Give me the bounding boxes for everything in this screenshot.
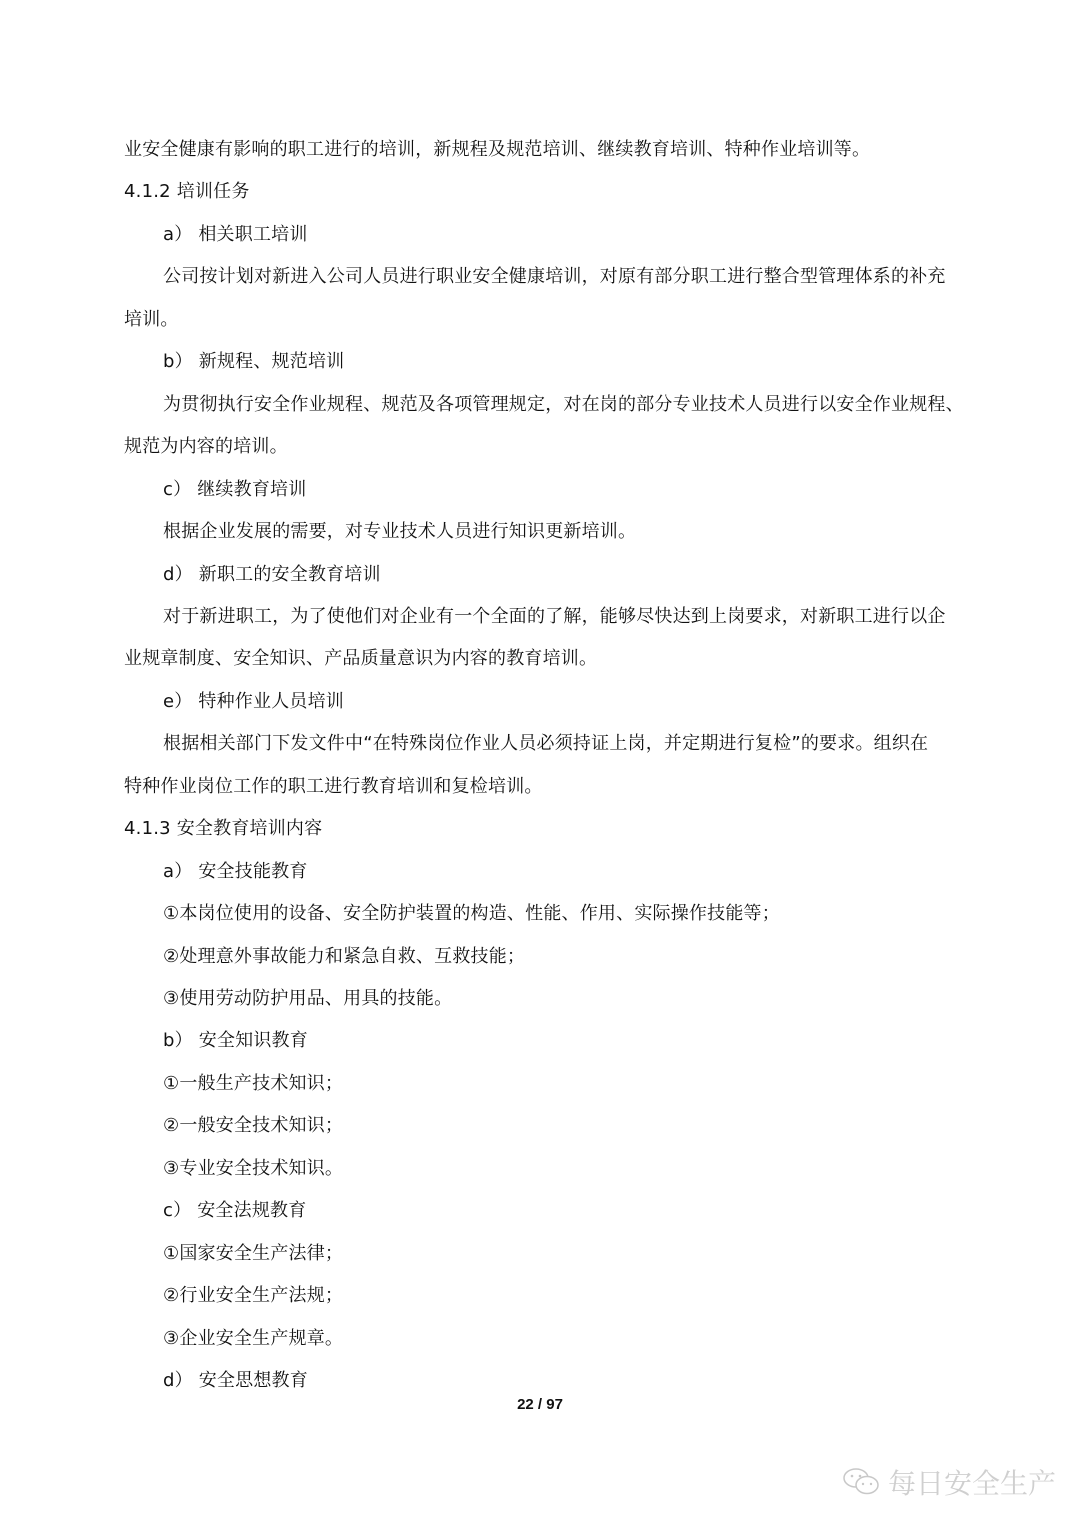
text-line: 业规章制度、安全知识、产品质量意识为内容的教育培训。 <box>124 648 598 670</box>
text-line: ①一般生产技术知识； <box>163 1072 344 1094</box>
text-line: 为贯彻执行安全作业规程、规范及各项管理规定，对在岗的部分专业技术人员进行以安全作业规程、 <box>163 393 964 415</box>
text-line: 业安全健康有影响的职工进行的培训，新规程及规范培训、继续教育培训、特种作业培训等。 <box>124 139 871 160</box>
text-line: d） 新职工的安全教育培训 <box>163 563 381 585</box>
text-line: e） 特种作业人员培训 <box>163 690 344 712</box>
text-line: 4.1.3 安全教育培训内容 <box>124 818 323 840</box>
text-line: 培训。 <box>124 308 179 330</box>
text-line: ②处理意外事故能力和紧急自救、互救技能； <box>163 945 526 967</box>
text-line: 根据企业发展的需要，对专业技术人员进行知识更新培训。 <box>163 521 637 543</box>
text-line: c） 继续教育培训 <box>163 478 307 500</box>
text-line: a） 相关职工培训 <box>163 223 308 245</box>
text-line: ③专业安全技术知识。 <box>163 1157 344 1179</box>
text-line: ①本岗位使用的设备、安全防护装置的构造、性能、作用、实际操作技能等； <box>163 903 780 925</box>
text-line: 4.1.2 培训任务 <box>124 181 250 203</box>
text-line: 规范为内容的培训。 <box>124 436 288 458</box>
page-number: 22 / 97 <box>517 1396 563 1413</box>
text-line: 根据相关部门下发文件中“在特殊岗位作业人员必须持证上岗，并定期进行复检”的要求。组织在 <box>163 733 929 755</box>
text-line: a） 安全技能教育 <box>163 860 308 882</box>
watermark <box>842 1462 1056 1502</box>
text-line: ①国家安全生产法律； <box>163 1242 344 1264</box>
watermark-text: 每日安全生产 <box>888 1467 1057 1500</box>
text-line: ②行业安全生产法规； <box>163 1285 344 1307</box>
text-line: ②一般安全技术知识； <box>163 1115 344 1137</box>
text-line: 公司按计划对新进入公司人员进行职业安全健康培训，对原有部分职工进行整合型管理体系的补充 <box>163 266 946 288</box>
text-line: ③使用劳动防护用品、用具的技能。 <box>163 988 453 1009</box>
text-line: c） 安全法规教育 <box>163 1200 307 1222</box>
text-line: b） 新规程、规范培训 <box>163 351 345 373</box>
wechat-icon <box>842 1466 882 1498</box>
text-line: 对于新进职工，为了使他们对企业有一个全面的了解，能够尽快达到上岗要求，对新职工进行以企 <box>163 605 946 627</box>
text-line: ③企业安全生产规章。 <box>163 1327 344 1349</box>
text-line: 特种作业岗位工作的职工进行教育培训和复检培训。 <box>124 775 543 797</box>
text-line: d） 安全思想教育 <box>163 1370 308 1392</box>
text-line: b） 安全知识教育 <box>163 1030 308 1052</box>
